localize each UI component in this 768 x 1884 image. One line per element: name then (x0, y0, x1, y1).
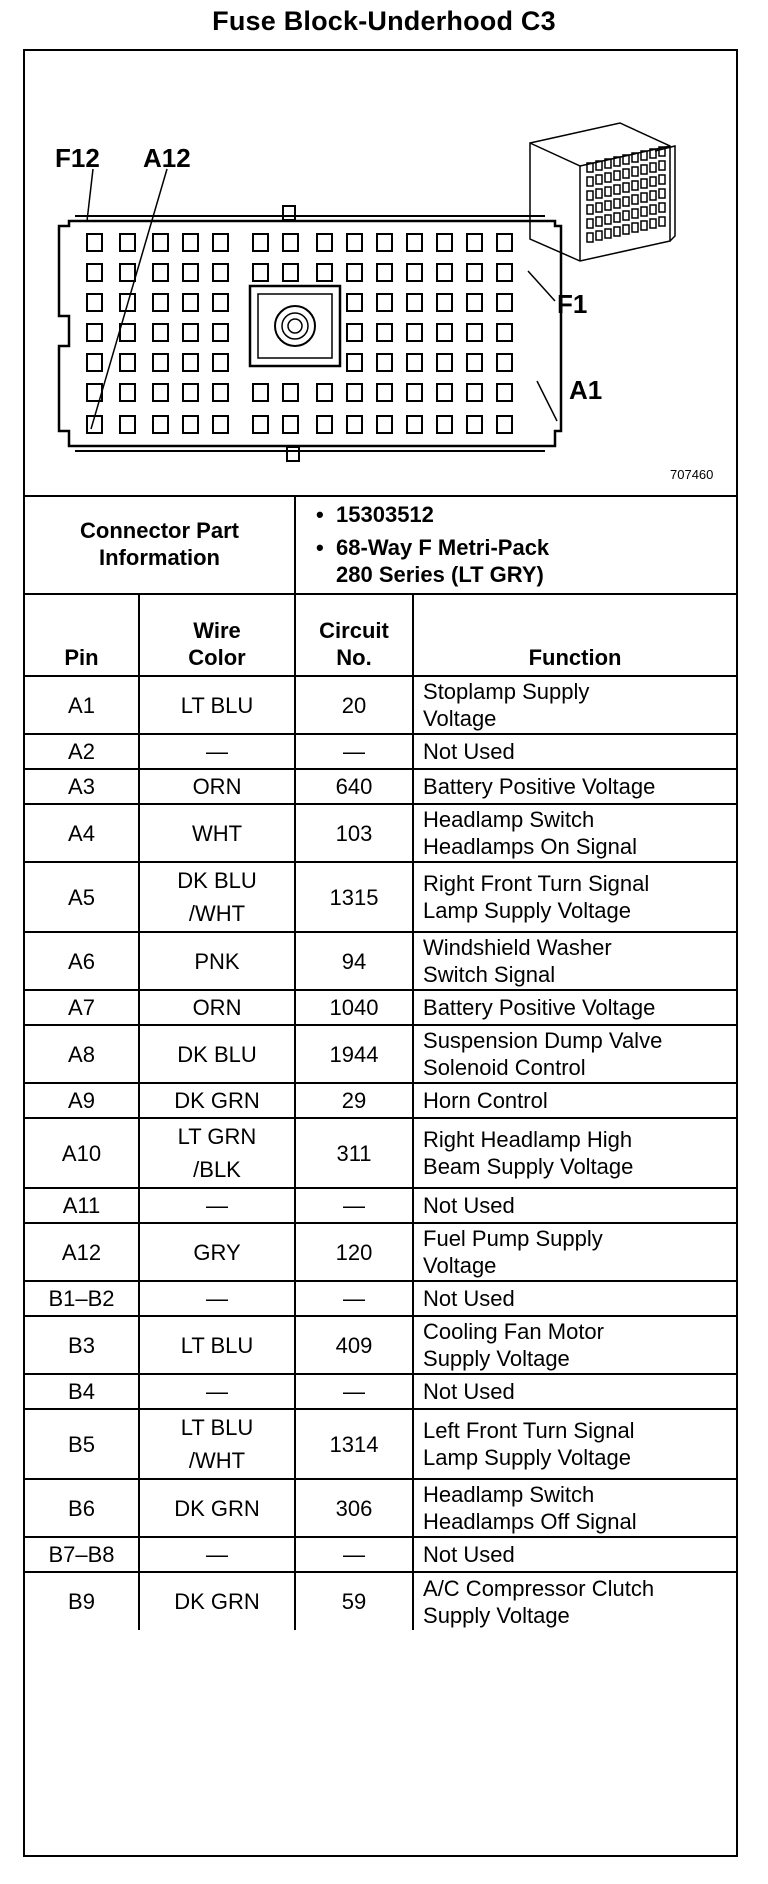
terminal-cavity (253, 416, 268, 433)
iso-cavity (605, 201, 611, 210)
function-cell: Stoplamp Supply Voltage (413, 676, 736, 734)
table-row (25, 1316, 736, 1374)
terminal-cavity (213, 234, 228, 251)
circuit-cell: 94 (295, 932, 413, 990)
iso-cavity (659, 175, 665, 184)
iso-cavity (623, 197, 629, 206)
terminal-cavity (213, 324, 228, 341)
terminal-cavity (407, 294, 422, 311)
terminal-cavity (407, 324, 422, 341)
circuit-cell: 29 (295, 1083, 413, 1118)
terminal-cavity (153, 294, 168, 311)
terminal-cavity (347, 294, 362, 311)
circuit-cell: 20 (295, 676, 413, 734)
wire-color-cell: LT BLU /WHT (139, 1409, 295, 1479)
pin-cell: B4 (25, 1374, 139, 1409)
circuit-cell: 306 (295, 1479, 413, 1537)
terminal-cavity (377, 324, 392, 341)
terminal-cavity (467, 384, 482, 401)
terminal-cavity (120, 324, 135, 341)
terminal-cavity (377, 354, 392, 371)
terminal-cavity (87, 234, 102, 251)
wire-color-cell: WHT (139, 804, 295, 862)
terminal-cavity (497, 354, 512, 371)
iso-cavity (641, 207, 647, 216)
terminal-cavity (377, 234, 392, 251)
iso-cavity (587, 219, 593, 228)
empty-dash: — (206, 1542, 228, 1567)
iso-cavity (650, 177, 656, 186)
iso-cavity (632, 181, 638, 190)
terminal-cavity (87, 354, 102, 371)
terminal-cavity (213, 294, 228, 311)
terminal-cavities (87, 234, 512, 433)
terminal-cavity (153, 324, 168, 341)
pin-cell: B6 (25, 1479, 139, 1537)
pin-cell: A8 (25, 1025, 139, 1083)
iso-cavity (605, 187, 611, 196)
pin-cell: A9 (25, 1083, 139, 1118)
function-cell: Suspension Dump Valve Solenoid Control (413, 1025, 736, 1083)
wire-color-cell: DK GRN (139, 1572, 295, 1630)
iso-cavity (605, 229, 611, 238)
iso-cavity (650, 219, 656, 228)
terminal-cavity (183, 324, 198, 341)
terminal-cavity (317, 264, 332, 281)
iso-cavity (659, 217, 665, 226)
connector-face-drawing (25, 51, 736, 495)
terminal-cavity (347, 384, 362, 401)
iso-cavity (614, 185, 620, 194)
label-f1: F1 (557, 289, 588, 319)
terminal-cavity (87, 324, 102, 341)
table-row (25, 1374, 736, 1409)
iso-cavity (650, 205, 656, 214)
center-lock (250, 286, 340, 366)
label-a12: A12 (143, 143, 191, 173)
table-row (25, 769, 736, 804)
terminal-cavity (283, 416, 298, 433)
page-title: Fuse Block-Underhood C3 (212, 6, 556, 36)
wire-color-cell: DK BLU (139, 1025, 295, 1083)
terminal-cavity (253, 384, 268, 401)
iso-cavity (596, 203, 602, 212)
circuit-cell (295, 1374, 413, 1409)
iso-cavity (587, 177, 593, 186)
terminal-cavity (377, 294, 392, 311)
wire-color-cell: LT BLU (139, 676, 295, 734)
terminal-cavity (87, 294, 102, 311)
terminal-cavity (347, 264, 362, 281)
terminal-cavity (467, 354, 482, 371)
wire-color-cell: ORN (139, 990, 295, 1025)
function-cell: Not Used (413, 1188, 736, 1223)
iso-cavity (641, 165, 647, 174)
terminal-cavity (153, 264, 168, 281)
latch-top (283, 206, 295, 220)
iso-cavity (623, 169, 629, 178)
function-cell: Not Used (413, 1281, 736, 1316)
pin-cell: B9 (25, 1572, 139, 1630)
function-cell: Right Headlamp High Beam Supply Voltage (413, 1118, 736, 1188)
table-row (25, 862, 736, 932)
table-row (25, 1479, 736, 1537)
pin-cell: B7–B8 (25, 1537, 139, 1572)
iso-cavity (650, 191, 656, 200)
empty-dash: — (206, 1193, 228, 1218)
iso-cavity (596, 231, 602, 240)
label-a1: A1 (569, 375, 603, 405)
leader-a1 (537, 381, 557, 421)
function-cell: Not Used (413, 734, 736, 769)
terminal-cavity (437, 234, 452, 251)
terminal-cavity (377, 416, 392, 433)
function-cell: Left Front Turn Signal Lamp Supply Voltage (413, 1409, 736, 1479)
wire-color-cell: LT GRN /BLK (139, 1118, 295, 1188)
terminal-cavity (87, 264, 102, 281)
terminal-cavity (497, 264, 512, 281)
pin-cell: A4 (25, 804, 139, 862)
function-cell: Headlamp Switch Headlamps Off Signal (413, 1479, 736, 1537)
terminal-cavity (437, 294, 452, 311)
wire-color-cell (139, 1188, 295, 1223)
circuit-cell: 103 (295, 804, 413, 862)
header-circuit-no: Circuit No. (295, 594, 413, 676)
header-function: Function (413, 594, 736, 676)
iso-cavity (632, 209, 638, 218)
terminal-cavity (283, 264, 298, 281)
part-number: • 15303512 (316, 501, 434, 527)
label-f12: F12 (55, 143, 100, 173)
iso-cavity (614, 171, 620, 180)
figure-number: 707460 (670, 467, 714, 482)
terminal-cavity (317, 234, 332, 251)
pin-cell: A12 (25, 1223, 139, 1281)
table-row (25, 1572, 736, 1630)
terminal-cavity (347, 416, 362, 433)
terminal-cavity (183, 416, 198, 433)
table-row (25, 804, 736, 862)
terminal-cavity (253, 234, 268, 251)
function-cell: Headlamp Switch Headlamps On Signal (413, 804, 736, 862)
terminal-cavity (120, 384, 135, 401)
terminal-cavity (317, 384, 332, 401)
circuit-cell (295, 1188, 413, 1223)
table-row (25, 990, 736, 1025)
empty-dash: — (343, 1193, 366, 1218)
terminal-cavity (213, 384, 228, 401)
connector-description: • 68-Way F Metri-Pack (316, 534, 550, 560)
wire-color-cell: ORN (139, 769, 295, 804)
function-cell: Battery Positive Voltage (413, 769, 736, 804)
terminal-cavity (347, 354, 362, 371)
function-cell: Windshield Washer Switch Signal (413, 932, 736, 990)
pin-cell: A3 (25, 769, 139, 804)
iso-cavity (641, 221, 647, 230)
pin-cell: A1 (25, 676, 139, 734)
circuit-cell (295, 1281, 413, 1316)
latch-bottom (287, 447, 299, 461)
terminal-cavity (467, 416, 482, 433)
table-row (25, 1223, 736, 1281)
empty-dash: — (206, 739, 228, 764)
function-cell: Not Used (413, 1537, 736, 1572)
circuit-cell: 1314 (295, 1409, 413, 1479)
table-row (25, 1025, 736, 1083)
iso-cavity (587, 233, 593, 242)
empty-dash: — (343, 1286, 366, 1311)
terminal-cavity (183, 354, 198, 371)
empty-dash: — (343, 1379, 366, 1404)
terminal-cavity (283, 234, 298, 251)
terminal-cavity (153, 416, 168, 433)
terminal-cavity (467, 324, 482, 341)
terminal-cavity (153, 354, 168, 371)
connector-diagram (25, 51, 736, 497)
circuit-cell: 1040 (295, 990, 413, 1025)
terminal-cavity (497, 384, 512, 401)
wire-color-cell: LT BLU (139, 1316, 295, 1374)
function-cell: Horn Control (413, 1083, 736, 1118)
function-cell: A/C Compressor Clutch Supply Voltage (413, 1572, 736, 1630)
pin-cell: B3 (25, 1316, 139, 1374)
pin-cell: A7 (25, 990, 139, 1025)
iso-cavity (659, 203, 665, 212)
terminal-cavity (153, 234, 168, 251)
iso-cavity (659, 161, 665, 170)
table-row (25, 1409, 736, 1479)
terminal-cavity (497, 416, 512, 433)
terminal-cavity (437, 354, 452, 371)
wire-color-cell: DK GRN (139, 1083, 295, 1118)
isometric-cavities (587, 147, 665, 242)
terminal-cavity (407, 264, 422, 281)
terminal-cavity (407, 416, 422, 433)
pin-cell: A5 (25, 862, 139, 932)
terminal-cavity (437, 384, 452, 401)
circuit-cell: 640 (295, 769, 413, 804)
iso-cavity (614, 213, 620, 222)
function-cell: Right Front Turn Signal Lamp Supply Voltage (413, 862, 736, 932)
iso-cavity (614, 199, 620, 208)
terminal-cavity (437, 264, 452, 281)
wire-color-cell (139, 1374, 295, 1409)
iso-cavity (587, 205, 593, 214)
terminal-cavity (407, 234, 422, 251)
table-row (25, 1118, 736, 1188)
function-cell: Battery Positive Voltage (413, 990, 736, 1025)
terminal-cavity (317, 416, 332, 433)
iso-cavity (632, 223, 638, 232)
terminal-cavity (213, 264, 228, 281)
function-cell: Fuel Pump Supply Voltage (413, 1223, 736, 1281)
connector-table (25, 495, 736, 1630)
wire-color-cell: DK GRN (139, 1479, 295, 1537)
leader-f12 (87, 169, 93, 221)
pin-cell: A10 (25, 1118, 139, 1188)
leader-f1 (528, 271, 555, 301)
terminal-cavity (120, 416, 135, 433)
terminal-cavity (120, 264, 135, 281)
circuit-cell: 120 (295, 1223, 413, 1281)
iso-cavity (596, 175, 602, 184)
terminal-cavity (213, 354, 228, 371)
iso-cavity (641, 193, 647, 202)
iso-cavity (632, 195, 638, 204)
terminal-cavity (407, 384, 422, 401)
empty-dash: — (343, 1542, 366, 1567)
pin-cell: B5 (25, 1409, 139, 1479)
pin-cell: A6 (25, 932, 139, 990)
table-row (25, 1537, 736, 1572)
iso-cavity (623, 183, 629, 192)
iso-cavity (659, 189, 665, 198)
table-row (25, 734, 736, 769)
iso-cavity (596, 189, 602, 198)
table-row (25, 1188, 736, 1223)
terminal-cavity (377, 264, 392, 281)
pin-cell: B1–B2 (25, 1281, 139, 1316)
terminal-cavity (437, 416, 452, 433)
terminal-cavity (183, 384, 198, 401)
circuit-cell: 409 (295, 1316, 413, 1374)
iso-cavity (632, 167, 638, 176)
terminal-cavity (497, 234, 512, 251)
terminal-cavity (347, 234, 362, 251)
empty-dash: — (206, 1286, 228, 1311)
terminal-cavity (467, 294, 482, 311)
terminal-cavity (283, 384, 298, 401)
function-cell: Not Used (413, 1374, 736, 1409)
empty-dash: — (343, 739, 366, 764)
circuit-cell: 1315 (295, 862, 413, 932)
pin-cell: A11 (25, 1188, 139, 1223)
table-row (25, 1281, 736, 1316)
iso-cavity (641, 179, 647, 188)
circuit-cell: 1944 (295, 1025, 413, 1083)
iso-cavity (623, 225, 629, 234)
wire-color-cell (139, 734, 295, 769)
wire-color-cell (139, 1281, 295, 1316)
circuit-cell (295, 1537, 413, 1572)
pin-cell: A2 (25, 734, 139, 769)
iso-cavity (623, 211, 629, 220)
table-row (25, 932, 736, 990)
iso-cavity (614, 227, 620, 236)
terminal-cavity (183, 264, 198, 281)
terminal-cavity (377, 384, 392, 401)
wire-color-cell: PNK (139, 932, 295, 990)
table-row (25, 1083, 736, 1118)
terminal-cavity (437, 324, 452, 341)
empty-dash: — (206, 1379, 228, 1404)
connector-info-values: • 15303512 • 68-Way F Metri-Pack 280 Series (LT GRY) (295, 495, 736, 594)
wire-color-cell: DK BLU /WHT (139, 862, 295, 932)
terminal-cavity (183, 294, 198, 311)
terminal-cavity (253, 264, 268, 281)
terminal-cavity (153, 384, 168, 401)
wire-color-cell: GRY (139, 1223, 295, 1281)
header-wire-color: Wire Color (139, 594, 295, 676)
iso-cavity (605, 173, 611, 182)
iso-cavity (596, 217, 602, 226)
function-cell: Cooling Fan Motor Supply Voltage (413, 1316, 736, 1374)
connector-info-row (25, 495, 736, 594)
circuit-cell (295, 734, 413, 769)
iso-cavity (587, 191, 593, 200)
terminal-cavity (120, 354, 135, 371)
connector-sheet (23, 49, 738, 1857)
terminal-cavity (467, 234, 482, 251)
terminal-cavity (120, 234, 135, 251)
wire-color-cell (139, 1537, 295, 1572)
terminal-cavity (213, 416, 228, 433)
terminal-cavity (497, 294, 512, 311)
terminal-cavity (497, 324, 512, 341)
connector-info-label: Connector Part Information (25, 495, 295, 594)
header-pin: Pin (25, 594, 139, 676)
terminal-cavity (467, 264, 482, 281)
table-header-row (25, 594, 736, 676)
iso-cavity (605, 215, 611, 224)
terminal-cavity (183, 234, 198, 251)
terminal-cavity (347, 324, 362, 341)
circuit-cell: 311 (295, 1118, 413, 1188)
table-row (25, 676, 736, 734)
iso-cavity (650, 163, 656, 172)
terminal-cavity (407, 354, 422, 371)
circuit-cell: 59 (295, 1572, 413, 1630)
